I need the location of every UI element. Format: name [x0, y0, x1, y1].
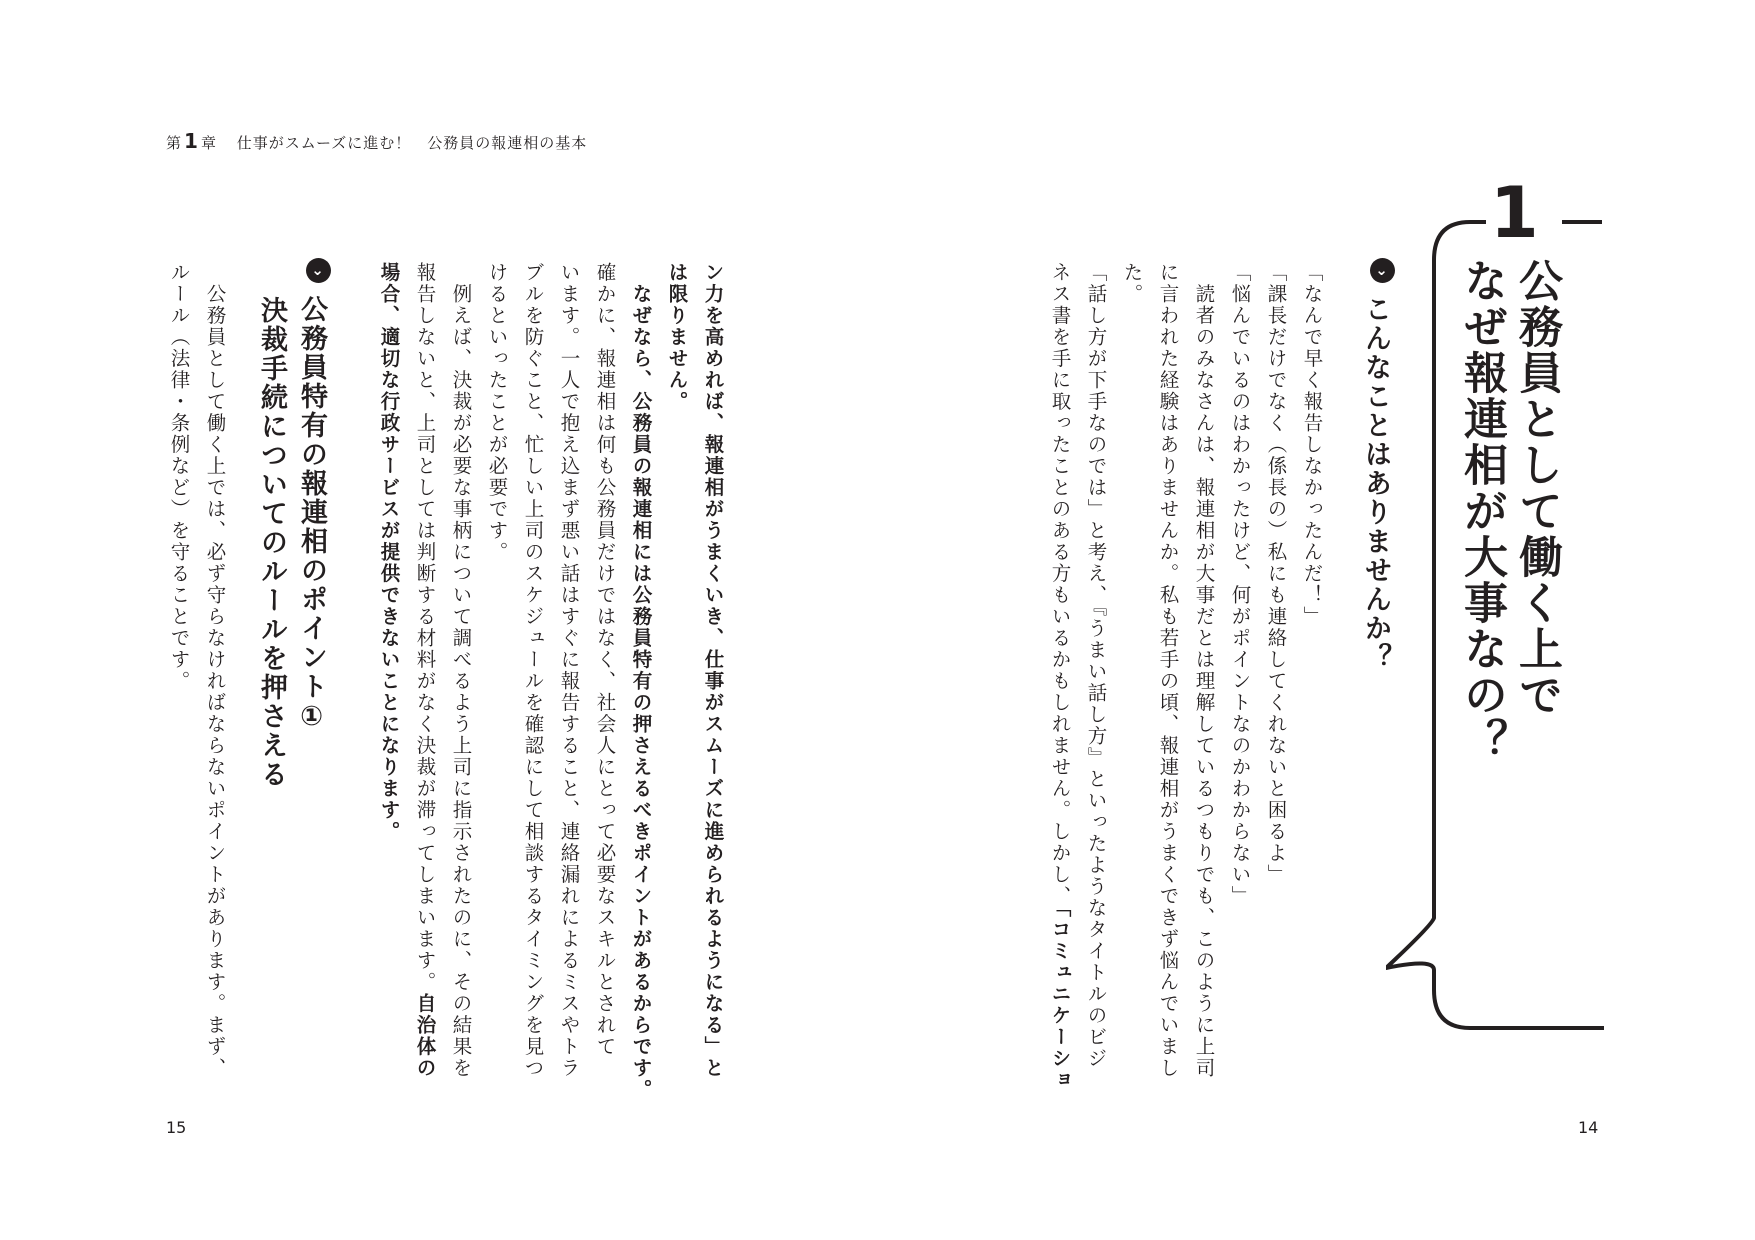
emphasis-line: ン力を高めれば、報連相がうまくいき、仕事がスムーズに進められるようになる」と [701, 262, 725, 1079]
body-line: に言われた経験はありませんか。私も若手の頃、報連相がうまくできず悩んでいまし [1156, 262, 1180, 1079]
section-heading [1362, 258, 1395, 672]
page-number-right: 14 [1578, 1118, 1599, 1137]
chevron-down-icon: ⌄ [1370, 258, 1395, 283]
emphasis-text: 自治体の [413, 993, 437, 1079]
section-title-line-1: 公務員として働く上で [1511, 258, 1562, 718]
chevron-down-icon: ⌄ [306, 258, 331, 283]
running-header [166, 129, 587, 153]
body-line [1050, 262, 1070, 1091]
body-line: 「話し方が下手なのでは」と考え、『うまい話し方』といったようなタイトルのビジ [1084, 262, 1108, 1070]
emphasis-line: なぜなら、公務員の報連相には公務員特有の押さえるべきポイントがあるからです。 [629, 262, 653, 1101]
chapter-prefix: 第 [166, 134, 183, 152]
body-line [415, 262, 435, 1079]
body-line: 「課長だけでなく（係長の）私にも連絡してくれないと困るよ」 [1264, 262, 1288, 886]
body-line: 「なんで早く報告しなかったんだ！」 [1300, 262, 1324, 628]
emphasis-line: は限りません。 [665, 262, 689, 413]
body-text: 報告しないと、上司としては判断する材料がなく決裁が滞ってしまいます。 [413, 262, 437, 993]
page-number-left: 15 [166, 1118, 187, 1137]
subsection-heading-line-2: 決裁手続についてのルールを押さえる [256, 296, 287, 789]
body-line: 公務員として働く上では、必ず守らなければならないポイントがあります。まず、 [203, 262, 227, 1079]
body-line: ブルを防ぐこと、忙しい上司のスケジュールを確認にして相談するタイミングを見つ [521, 262, 545, 1079]
subsection-heading-text: 公務員特有の報連相のポイント① [296, 295, 327, 734]
body-line: た。 [1120, 262, 1144, 305]
chapter-number: 1 [184, 129, 199, 153]
emphasis-line: 場合、適切な行政サービスが提供できないことになります。 [377, 262, 401, 843]
body-line: ルール（法律・条例など）を守ることです。 [167, 262, 191, 692]
section-heading-text: こんなことはありませんか？ [1360, 295, 1391, 672]
subsection-heading-line-1 [298, 258, 331, 734]
body-line: 読者のみなさんは、報連相が大事だとは理解しているつもりでも、このように上司 [1192, 262, 1216, 1079]
chapter-title: 仕事がスムーズに進む！ 公務員の報連相の基本 [236, 134, 588, 152]
body-line: 例えば、決裁が必要な事柄について調べるよう上司に指示されたのに、その結果を [449, 262, 473, 1079]
section-title-line-2: なぜ報連相が大事なの？ [1456, 258, 1507, 764]
chapter-suffix: 章 [200, 134, 217, 152]
section-number: 1 [1490, 172, 1539, 254]
emphasis-text: 「コミュニケーショ [1048, 907, 1072, 1091]
body-line: 確かに、報連相は何も公務員だけではなく、社会人にとって必要なスキルとされて [593, 262, 617, 1058]
body-line: けるといったことが必要です。 [485, 262, 509, 563]
body-text: ネス書を手に取ったことのある方もいるかもしれません。しかし、 [1048, 262, 1072, 907]
body-line: 「悩んでいるのはわかったけど、何がポイントなのかわからない」 [1228, 262, 1252, 907]
body-line: います。一人で抱え込まず悪い話はすぐに報告すること、連絡漏れによるミスやトラ [557, 262, 581, 1079]
